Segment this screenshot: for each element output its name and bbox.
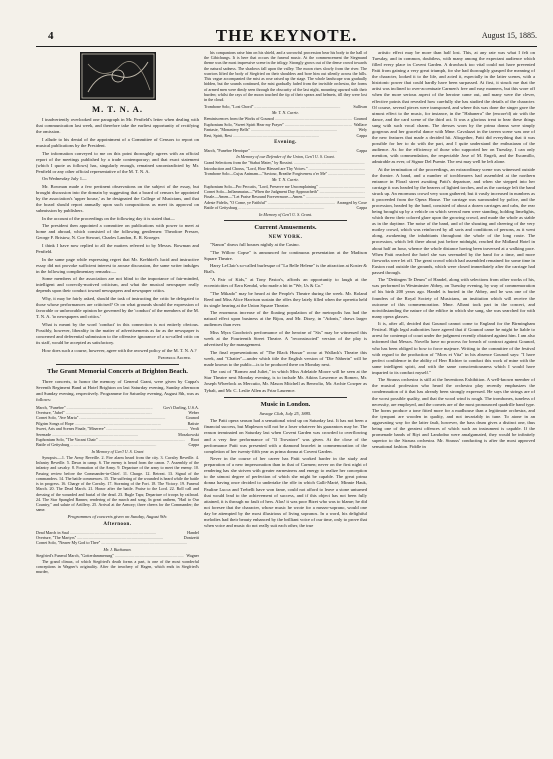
mta-article	[36, 117, 199, 353]
program-piece: Cornet Solo, "Ave Maria" .....	[36, 415, 184, 420]
program-composer: Wely	[358, 127, 367, 133]
program-composer: Moszkowski	[178, 431, 199, 437]
paragraph: I think I have now replied to all the matters referred to by Messrs. Bowman and Penfield.	[36, 243, 199, 255]
paragraph: "The Mikado" may be heard at the People's Theatre during the week. Mr. Roland Reed and Miss Alice Harrison sustain the rôles they lately filled when the operetta held its single hearing at the Union Square Theatre.	[204, 290, 367, 308]
divider	[224, 397, 347, 398]
paragraph: On Wednesday July 1—	[42, 176, 87, 182]
paragraph: The Strauss orchestra is still at the Inventions Exhibition. A well-known member of the musical profession who heard the orchestra play recently emphasizes the condemnation of it that has already been strongly expressed. He says the strings are of the worst possible quality, and that the wood wind is rough. The trombones, tuneless of necessity, are employed, and the cornets are of the most pronounced quadrille band type. The horns produce a tone fitted more for a madhouse than a legitimate orchestra, and the tympani are wooden in quality, and not invariably in tune. To atone in an aggravating way for the latter fault, however, the bass drum gives a distinct one, thus being one of the greatest offences of which such an instrument is capable. If the promenade bands of Riyi and Landodno were amalgamated, they would be infinitely superior to the Strauss orchestra. Mr. Strauss' conducting is after the most approved sensational fashion. Fiddle in	[372, 377, 535, 449]
program-piece: Euphonium Solo, "Sweet Spirit Hear my Prayer" .....	[204, 122, 352, 127]
program-a-soloist: Mr. T. N. Currie.	[271, 110, 300, 116]
new-york-subheading: NEW YORK.	[268, 234, 303, 240]
paragraph: The enormous increase of the floating population of the metropolis has had the natural effect upon business at the Bijou, and Mr. Dixey, in "Adonis," draws larger audiences than ever.	[204, 310, 367, 328]
program-item	[204, 148, 367, 153]
program2-soloist: Mr. J. Buchanan.	[103, 546, 132, 552]
program-composer: Handel	[187, 529, 199, 535]
program-composer: Cappa	[356, 147, 367, 153]
program-composer: Gov't Darling, U.S.A.	[163, 404, 199, 410]
program-c	[204, 148, 367, 153]
program-piece: Cornet Solo—Inflammatus—"When the Judgment Day Approacheth" .....	[204, 189, 365, 194]
program-piece: March, "Funebre Heroique" .....	[204, 148, 355, 153]
program-item	[204, 133, 367, 138]
program-composer: Donizetti	[183, 535, 199, 541]
column-3	[372, 50, 535, 753]
current-amusements-heading: Current Amusements.	[254, 223, 317, 231]
program-piece: Siegfried's Funeral March, "Gotterdammerung" .....	[36, 553, 184, 558]
program-composer: Cappa	[356, 205, 367, 211]
ornamental-vignette-icon	[80, 52, 156, 100]
program-composer	[197, 540, 199, 545]
issue-date: August 15, 1885.	[481, 31, 537, 40]
program-composer: Arranged by Coxe	[336, 199, 367, 205]
paragraph: At the termination of the proceedings, an extraordinary scene was witnessed outside the theatre. A band, and a number of torchbearers had assembled at the northern entrance in Floral street awaiting Patti's departure, and when she stepped into her carriage it was headed by the bearers of lighted torches, and as the carriage left the band struck up. An enormous crowd very soon gathered; but it vastly increased in numbers as it proceeded from the Opera House. The carriage was surrounded by police, and the procession, headed by the band, consisted of about a dozen carriages and cabs, the rear being brought up by a vehicle on which several men were standing, holding limelights, which threw their colored glare upon the growing crowd, and made the whole as stable as in the daytime. The noise of the band, and of the shouting and cheering of the very motley crowd, which was reinforced by all sorts and conditions of persons, as it went along, awakening the inhabitants throughout the whole of the long route. The procession, which left there about just before midnight, reached the Midland Hotel in about half an hour, whence the whole distance having been traversed at a walking pace. When Patti reached the hotel she was serenaded by the band for a time, and more fireworks were let off. The great crowd which had assembled remained for some time in Euston road outside the grounds, which were closed immediately after the carriage had passed through.	[372, 166, 535, 275]
grant-heading: The Grant Memorial Concerts at Brighton Beach.	[47, 368, 188, 376]
paragraph: The president then appointed a committee on publications with power to meet at home and abroad, which consisted of the following gentlemen: Theodore Presser, George F. Bristow, N. Coe Stewart, Charles Landon, E. R. Kroeger.	[36, 223, 199, 241]
program-item	[204, 205, 367, 210]
program-item	[204, 171, 367, 176]
program-b	[204, 116, 367, 138]
paragraph: "A Pair of Kids," at Tony Pastor's, affords an opportunity to laugh at the eccentricities of Ezra Kendal, who made a hit in "We, Us & Co."	[204, 276, 367, 289]
program-piece: Euphonium Solo, "The Vacant Chair" .....	[36, 437, 189, 442]
program-composer: Cappa	[356, 132, 367, 138]
column-2	[204, 50, 367, 753]
program2-sub: Afternoon.	[103, 522, 132, 528]
program-piece: Grand Selections from the "Stabat Mater," by Rossini. .....	[204, 160, 365, 165]
paragraph: artistic effect may be more than half lost. This, at any rate was what I felt on Tuesday, and in common, doubtless, with many among the expectant audience which filled every place in Covent Garden. A drawback too vital could not have prevented Patti from gaining a very great triumph, for she had thoroughly grasped the meaning of the character, looked it to the life, and acted it, especially in the latter scenes, with a histrionic power that could hardly have been surpassed. At first, it struck me that the artist was inclined to over-accentuate Carmen's free and easy manners, but this wore off when the more serious aspect of the heroine came out, and many were the clever, effective points that revealed how carefully she has studied the details of the character. Of course, several pieces were transposed, and where this was done the singer gave the utmost effect to the music, for instance, in the "Habanera" the (encore'd) air with the dance, and the card scene of the third act. It was a glorious treat to hear these things sung with such vocal charm. The dresses worn by the prima donna were simply gorgeous and her graceful dance with Mme. Cavalazzi in the tavern scene was one of the new features that made a decided hit. Altogether, Patti did everything that it was possible for her to do with the part, and I quite understand the enthusiasm of the audience. As for the efficiency of those who supported her on Tuesday, I can only mention, with commendation, the respectable Jose of M. Engeli, and the Escamillo, admirable as ever, of Signor Del Puente. The rest may well be left alone.	[372, 50, 535, 165]
program-composer: Wagner	[186, 553, 199, 559]
program-composer: Gounod	[185, 415, 199, 421]
program-composer: Sullivan	[353, 103, 367, 109]
program-piece: Introduction and Chorus, "Lord, How Blessed are Thy Voices." .....	[204, 166, 365, 171]
program-c-note: In Memory of our Defender of the Union, Gen'l U. S. Grant.	[236, 154, 335, 160]
program-composer: Verdi	[190, 426, 199, 432]
paragraph: Harry LeClair's so-called burlesque of "La Belle Helene" is the attraction at Koster & Bial's.	[204, 263, 367, 275]
paragraph: Mr. Bowman made a few pertinent observations on the subject of the essay, but brought discussion into the domain by suggesting that a board of censors be appointed by the association's 'upper house,' as he designated the College of Musicians, and that the board should report annually upon such compositions as meet its approval on submission by publishers.	[36, 183, 199, 214]
paragraph: The cast of "Romeo and Juliet," in which Miss Adelaide Moore will be seen at the Star Theatre next Monday evening, is to include Mr. Atkins Lawrence as Romeo, Mr. Joseph Wheelock as Mercutio, Mr. Mason Mitchell as Benvolio, Mr. Archie Cowper as Tybalt, and Mr. C. Leslie Allen as Friar Laurence.	[204, 369, 367, 393]
program-composer: Batiste	[187, 420, 199, 426]
program-composer: Cappa	[188, 442, 199, 448]
program-composer	[365, 171, 367, 176]
amusements-article	[204, 242, 367, 393]
program-piece: Pilgrim Songs of Hope .....	[36, 421, 186, 426]
columns	[36, 50, 537, 753]
program-piece: Rest, Spirit, Rest .....	[204, 133, 355, 138]
program-e	[204, 184, 367, 211]
london-article	[204, 418, 367, 529]
paragraph: Never in the course of her career has Patti worked harder in the study and preparation of a new impersonation than in that of Carmen; never on the first night of rendering has she striven with greater earnestness and energy to realize her conception to the utmost degree of perfection of which she might be capable. The great prima donna having once decided to undertake the rôle in which Galli-Marié, Minnie Hauk, Pauline Lucca and Trebelli have won fame, could not afford to leave a stone unturned that would lead to the achievement of success, and if this object has not been fully attained, it is through no fault of hers. Alas! it was poor Bizet who was to blame; he did not foresee that the character, whose music he wrote for a mezzo-soprano, would one day be attempted by the most illustrious of living sopranos. In a word, his delightful melodies had their beauty enhanced by the brilliant voice of our time, only to prove that when voice and music do not really suit each other, the true	[204, 456, 367, 528]
divider	[56, 364, 179, 365]
synopsis: Synopsis.—1. The Army Reveille. 2. Fire alarm heard from the city. 3. Cavalry Reveille. 4. Infantry Reveille. 5. Dawn in camp. 6. The enemy is heard from the canon. 7. Assembly of the infantry and cavalry. 8. Formation of the Army. 9. Departure of the army to meet the enemy. 10. Passing review before the Commander-in-Chief. 11. Charge. 12. Retreat. 13. Signal of the commanders. 14. The battle commences. 15. The suffering of the wounded is heard while the battle is in progress. 16. Charge of the Cavalry. 17. Storming of the Fort. 18. The Victory. 19. Funeral March. 20. The Dead March. 21. Honor after the battle. Praise to the Lord. 22. Roll call and dressing of the wounded and burial of the dead. 23. Bugle Taps; Departure of troops by railroad. 24. The Star Spangled Banner, rendering of the march and song. In great anthem, "Hail to Our Country," and salute of Artillery. 25. Arrival at the Armory; three cheers for the Commander; the same.	[36, 454, 199, 513]
paragraph: The final representations of "The Black Hussar" occur at Wallack's Theatre this week, and "Chatter"—under which title the English version of "Die Näherin" will be made known to the public—is to be produced there on Monday next.	[204, 349, 367, 367]
program-piece: Cornet Solo, "Nearer My God to Thee" .....	[36, 540, 197, 545]
grant-intro: Three concerts, to honor the memory of General Grant, were given by Cappa's Seventh Regiment Band at Hotel Brighton on last Saturday evening, Sunday afternoon and Sunday evening, respectively. Programme for Saturday evening, August 8th, was as follows:	[36, 378, 199, 403]
london-article-continued	[372, 50, 535, 450]
program-piece: Overture, "Jubel" .....	[36, 410, 186, 415]
program-a	[204, 104, 367, 109]
program2-title: Programmes of concerts given on Sunday, August 9th:	[67, 514, 168, 520]
wagner-note: his companions raise him on his shield, and a sorrowful procession bear his body to the hall of the Gibichungs. It is here that occurs the funeral music. At the commencement the Siegmund theme was the most impressive scene in the trilogy. Strongly grows out of the dense crowd towards the natural sadness. The shadows fall upon the valley. The moon rises slowly from the river. The warriors lifted the body of Siegfried on their shoulders and bore him out silently across the hills. This vague accompanied the mist as rose raised up the stage. The whole landscape was gradually hidden, but the sounds continued, the mist gradually faded from the invisible orchestra, the forms of armed men were dimly seen through the obscurity of the last night, mounting upward with their burden; whilst the rays of the moon touched the tip of their spears and helmets, till they were lost in the cloud.	[204, 50, 367, 103]
evening-heading: Evening.	[274, 140, 297, 146]
divider	[224, 220, 347, 221]
program-composer: Root	[191, 436, 199, 442]
paragraph: How does such a course, however, agree with the avowed policy of the M. T. N. A.?	[42, 347, 197, 353]
paragraph: I allude to his denial of the appointment of a Committee of Censors to report on musical publications by the President.	[36, 137, 199, 149]
paragraph: Why, it may be fairly asked, should the task of instructing the critic be delegated to those whose performances are criticised? Or on what grounds should the expression of favorable or unfavorable opinion be governed by the 'conduct' of the members of the M. T. N. A. 'to newspapers and critics.'	[36, 296, 199, 320]
music-in-london-heading: Music in London.	[260, 400, 311, 408]
program-e-note: In Memory of Gen'l U. S. Grant.	[258, 211, 313, 217]
paragraph: What is meant by the word 'conduct' in this connection is not entirely obvious. Possibly, however, liberality in the matter of advertisements as far as the newspaper is concerned and deferential submission to the offensive ignorance of a so-called critic on its staff, would be accepted as satisfactory.	[36, 321, 199, 345]
paragraph: It is, after all, decided that Gounod cannot come to England for the Birmingham Festival. High legal authorities have agreed that if Gounod came he might be liable to arrest for contempt of court under the judgment recently obtained against him. I am also informed that Messrs. Novello have no process for breach of contract against Gounod, who has been obliged to bow to force majeure. Writing to the committee of the festival with regard to the production of "Mors et Vita" in his absence Gounod says: "I have perfect confidence in the ability of Herr Richter to conduct this work of mine with the same intelligent spirit, and with the same conscientiousness which I would have imparted to its conduct myself."	[372, 321, 535, 375]
program-piece: Trombone Solo, "Lost Chord" .....	[204, 104, 351, 109]
program-item	[204, 104, 367, 109]
paragraph: Miss Myra Goodwin's performance of the heroine of "Sis" may be witnessed this week at the Fourteenth Street Theatre. A "reconstructed" version of the play is advertised by the management.	[204, 329, 367, 348]
program-item	[36, 540, 199, 545]
program-d	[204, 160, 367, 176]
program-composer: Wallace	[353, 121, 367, 127]
paragraph: The "Dettingen Te Deum" of Handel, along with selections from other works of his, was performed in Westminster Abbey, on Tuesday evening, by way of commemoration of his birth 200 years ago. Handel is buried in the Abbey, and he was one of the founders of the Royal Society of Musicians, an institution which will receive the outcome of this commemoration. Mme. Albani took part in the concert, and notwithstanding the nature of the edifice in which she sang, she was searched for with many opera glasses.	[372, 277, 535, 319]
program-piece: Euphonium Solo—Pro Peccatis, "Lord, Preserve me Uncomplaining" .....	[204, 184, 365, 189]
program2-note: The grand climax, of which Siegfried's death forms a part, is one of the most wonderful conceptions in Wagner's originality. After the treachery of Hagen, which ends in Siegfried's murder,	[36, 558, 199, 574]
paragraph: The Patti opera season had a sensational wind up on Saturday last. It has not been a financial success, but Mapleson will not be a loser whatever his guarantors may be. The reason terminated on Saturday last when Covent Garden was crowded to overflowing and a very fine performance of "Il Trovatore" was given. At the close of the performance Patti was presented with a diamond bracelet in commemoration of the completion of her twenty-fifth year as prima donna at Covent Garden.	[204, 418, 367, 454]
program-note: In Memory of Gen'l U. S. Grant	[91, 448, 144, 454]
program-composer: Gounod	[353, 116, 367, 122]
program-item	[36, 442, 199, 447]
mta-heading: M. T. N. A.	[91, 104, 144, 114]
program-piece: Finale—Amen—"Let Praise Resound Forevermore—Amen." .....	[204, 194, 365, 199]
program-saturday	[36, 405, 199, 448]
dateline: Savage Club, July 25, 1885.	[259, 411, 312, 417]
mta-signature: Frederick Archer.	[158, 355, 191, 361]
program-piece: Sweet, Arts and Scenes Finale, "Miserere" .....	[36, 426, 188, 431]
paragraph: I inadvertently overlooked one paragraph in Mr. Penfield's letter when dealing with that communication last week, and therefore take the earliest opportunity of rectifying the omission.	[36, 117, 199, 135]
program-item	[36, 553, 199, 558]
program-piece: Trombone Solo—Cujus Animam—"Saviour, Breathe Forgiveness o'er Me" .....	[204, 171, 365, 176]
program-piece: Fantasie, "Monastery Bells" .....	[204, 127, 356, 132]
program-d-soloist: Mr. T. N. Currie.	[271, 177, 300, 183]
paragraph: In the account of the proceedings on the following day it is stated that—	[42, 215, 175, 221]
masthead-title: THE KEYNOTE.	[215, 26, 358, 45]
program-piece: Serenade .....	[36, 432, 176, 437]
column-1	[36, 50, 199, 753]
program-sunday-afternoon-b	[36, 553, 199, 558]
program-piece: Reminiscences from the Works of Gounod .....	[204, 116, 352, 121]
program-piece: Overture, "The Martyrs" .....	[36, 535, 182, 540]
paragraph: The information conveyed to me on this point thoroughly agrees with an official report of the meetings published by a trade contemporary; and that exact statement (which I quote as follows) has, singularly enough, remained uncontradicted by Mr. Penfield or any other official representative of the M. T. N. A.	[36, 150, 199, 174]
masthead	[36, 26, 537, 47]
program-sunday-afternoon	[36, 530, 199, 546]
program-composer: Weber	[188, 410, 199, 415]
program-piece: Dead March in Saul .....	[36, 530, 185, 535]
program-piece: Adeste Fidelis, "O Come, ye Faithful" .....	[204, 200, 335, 205]
paragraph: Some members of the association are not blind to the importance of fair-minded, intelligent and correctly-motived criticism, and what the musical newspaper really depends upon their conduct toward newspapers and newspaper critics.	[36, 276, 199, 294]
program-piece: Battle of Gettysburg .....	[36, 442, 187, 447]
paragraph: "The Willow Copse" is announced for continuous presentation at the Madison Square Theatre.	[204, 249, 367, 261]
program-piece: March, "Funebre" .....	[36, 405, 161, 410]
page-number: 4	[48, 30, 54, 42]
paragraph: "Nanon" draws full houses nightly at the Casino.	[210, 242, 300, 248]
paragraph: In the same page while expressing regret that Mr. Krehbiel's lucid and instructive essay did not provoke sufficient interest to arouse discussion, the same writer indulges in the following complimentary remarks:—	[36, 256, 199, 274]
program-piece: Battle of Gettysburg .....	[204, 205, 355, 210]
